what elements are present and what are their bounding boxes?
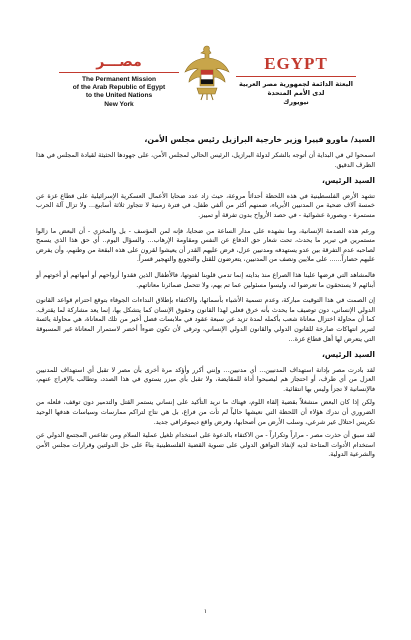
mission-name-arabic [221, 80, 371, 107]
section-heading: السيد الرئيس، [321, 350, 375, 360]
mission-line: نيويورك [283, 98, 309, 106]
mission-line: to the United Nations [85, 92, 153, 100]
letterhead [0, 0, 411, 120]
section-heading: السيد الرئيس، [321, 176, 375, 186]
brand-divider [236, 76, 356, 77]
brand-divider [59, 72, 179, 73]
paragraph: ولكن إذا كان البعض منشغلاً بقضية إلقاء اللوم، فهناك ما نريد التأكيد على إنساني يستمر القتل والتدمير دون توقف، فلعله من الضروري أن ندرك هؤلاء أن اللحظة التي نعيشها حالياً لم تأت من فراغ، بل هي نتاج لتراكم ممارسات وسياسات هدفها الوحيد تكريس احتلال غير شرعي، وسلب الأرض من أصحابها، وفرض واقع ديموغرافي جديد. [36, 398, 375, 426]
letter-salutation: السيد/ ماورو فييرا وزير خارجية البرازيل رئيس مجلس الأمن، [144, 135, 375, 144]
mission-name-english [44, 76, 194, 109]
mission-line: New York [104, 100, 134, 108]
mission-line: البعثة الدائمة لجمهورية مصر العربية [239, 80, 353, 88]
page-number: ١ [203, 608, 208, 615]
letterhead-right [221, 54, 371, 107]
brand-arabic: مصـــر [96, 54, 142, 70]
paragraph: فالمشاهد التي فرضها علينا هذا الصراع منذ بدايته إنما تدمي قلوبنا لفتوتها، فالأطفال الذين فقدوا أرواحهم أو أمهاتهم أو أخوتهم أو أبنائهم لا يستحقون ما تعرضوا له، وليسوا مسئولين عما تم بهم، ولا تتحمل ضمائرنا معاناتهم. [36, 270, 375, 289]
letterhead-left [44, 54, 194, 109]
mission-line: لدى الأمم المتحدة [267, 89, 325, 97]
paragraph: تشهد الأرض الفلسطينية في هذه اللحظة أحداثاً مروعة، حيث زاد عدد ضحايا الأعمال العسكرية الإسرائيلية على قطاع غزة عن خمسة آلاف ضحية من المدنيين الأبرياء، ضمنهم أكثر من ألفي طفل، في فترة زمنية لا تتجاوز ثلاثة أسابيع... ولا تزال آلة الحرب مستمرة - وبصورة عشوائية - في حصد الأرواح بدون تفرقة أو تمييز. [36, 191, 375, 219]
letter-body [36, 134, 375, 464]
paragraph: إن الصمت في هذا التوقيت مباركة، وعدم تسمية الأشياء بأسمائها، والاكتفاء بإطلاق النداءات الجوفاء بتوقع احترام قواعد القانون الدولي الإنساني، دون توصيف ما يحدث بأنه خرق فعلي لهذا القانون وحقوق الإنسان كما يتشكل بها، إنما يعد مشاركة لما يقترف. كما أن محاولة اختزال معاناة شعب بأكمله لمدة تزيد عن سبعة عقود في ملابسات فصل أخير من تلك المعاناة، هي محاولة يائسة لتبرير انتهاكات صارخة للقانون الدولي والقانون الدولي الإنساني، وترقى لأن تكون ضوءاً أخضر لاستمرار المعاناة غير المسبوقة التي يتعرض لها أهل قطاع غزة... [36, 296, 375, 343]
paragraph: لقد بادرت مصر بإدانة استهداف المدنيين... أي مدنيين... وإنني أكرر وأؤكد مرة أخرى بأن مصر لا تقبل أي استهداف للمدنيين العزل من أي طرف، أو احتجاز هم ليصبحوا أداة للمقايضة، ولا تقبل بأي ميزر يستوي في هذا الصدد، وتطالب بالإفراج عنهم، فالإنسانية لا تجزأ وليس بها انتقائية. [36, 365, 375, 393]
mission-line: The Permanent Mission [81, 76, 156, 83]
mission-line: of the Arab Republic of Egypt [72, 84, 166, 92]
paragraph: ورغم هذه الصدمة الإنسانية، وما نشهده على مدار الساعة من ضحايا، فإنه لمن المؤسف - بل والمخزي - أن البعض ما زالوا مستمرين في تبرير ما يحدث، تحت شعار حق الدفاع عن النفس ومقاومة الإرهاب... والسؤال اليوم.. أي حق هذا الذي يسمح لصاحبه عدم التفرقة بين عدو يستهدفه ومدنيين عزل، فرض عليهم القدر أن يعيشوا لقرون على هذه البقعة من وطنهم، وأن يفرض عليهم حصاراً...... على ملايين ونصف من المدنيين، يتعرضون للقتل والتجويع والتهجير قسراً. [36, 226, 375, 264]
paragraph: لقد سبق أن حذرت مصر - مراراً وتكراراً - من الاكتفاء بالدعوة على استخدام تلغيل عملية السلام ومن تقاعس المجتمع الدولي عن استخدام الأدوات المتاحة لديه لإنفاذ التوافق الدولي على تسوية القضية الفلسطينية بناءً على حل الدولتين وقرارات مجلس الأمن والشرعية الدولية. [36, 431, 375, 459]
paragraph: اسمحوا لي في البداية أن أتوجه بالشكر لدولة البرازيل، الرئيس الحالي لمجلس الأمن، على جهودها الحثيثة لقيادة المجلس في هذا الظرف الدقيق. [36, 151, 375, 169]
brand-english: EGYPT [264, 54, 328, 73]
